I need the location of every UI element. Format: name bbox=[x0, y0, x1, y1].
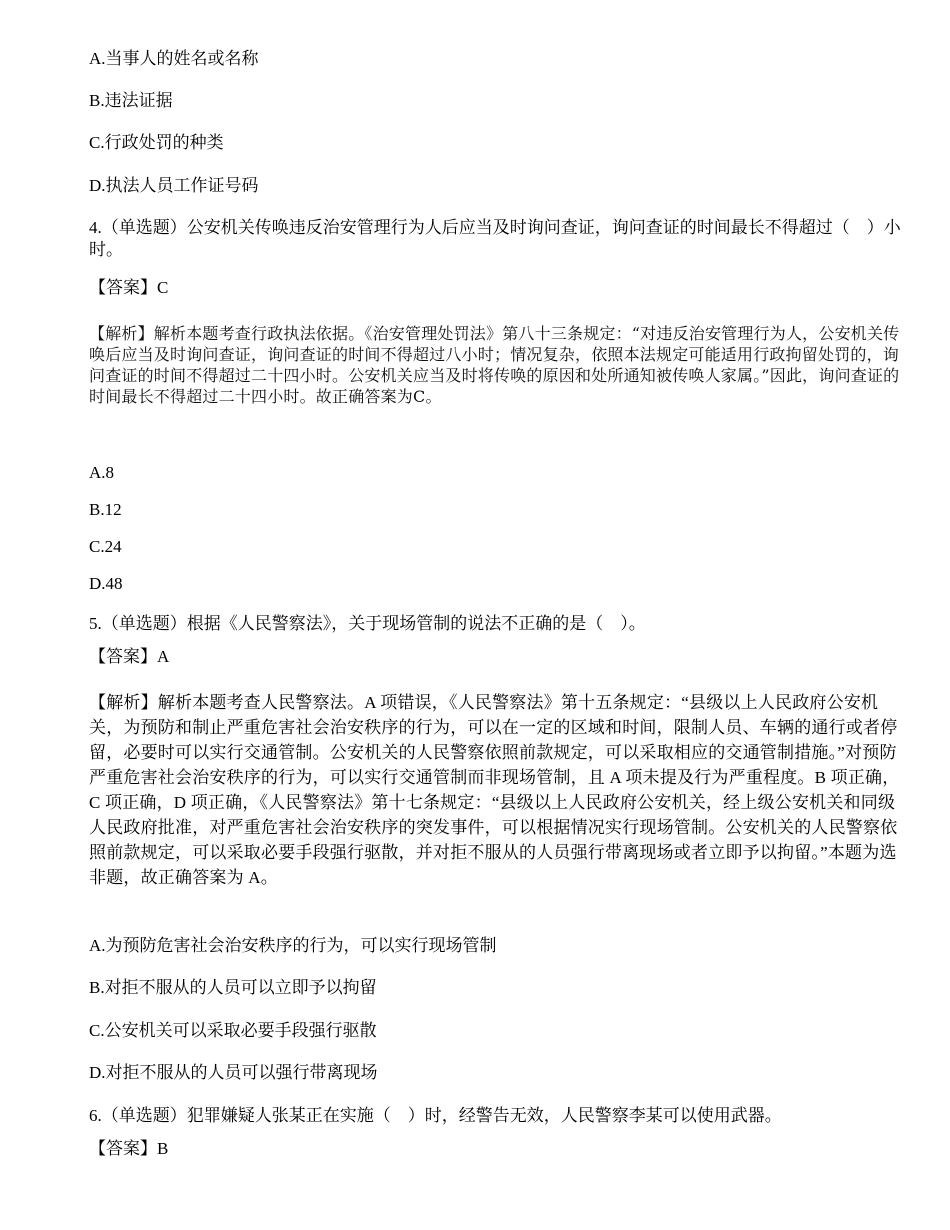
question-5-option-a: A.为预防危害社会治安秩序的行为，可以实行现场管制 bbox=[89, 936, 497, 955]
question-5-stem: 5.（单选题）根据《人民警察法》，关于现场管制的说法不正确的是（ ）。 bbox=[89, 614, 646, 633]
question-4-analysis: 【解析】解析本题考查行政执法依据。《治安管理处罚法》第八十三条规定：“对违反治安管理行为人，公安机关传唤后应当及时询问查证，询问查证的时间不得超过八小时；情况复杂，依照本法规定可能适用行政拘留处罚的，询问查证的时间不得超过二十四小时。公安机关应当及时将传唤的原因和处所通知被传唤人家属。”因此，询问查证的时间最长不得超过二十四小时。故正确答案为C。 bbox=[89, 324, 900, 406]
question-4-option-a: A.8 bbox=[89, 463, 115, 482]
question-4-option-b: B.12 bbox=[89, 500, 122, 519]
question-4-answer: 【答案】C bbox=[89, 278, 169, 297]
question-4-stem: 4.（单选题）公安机关传唤违反治安管理行为人后应当及时询问查证，询问查证的时间最长不得超过（ ）小时。 bbox=[89, 218, 901, 259]
prev-option-a: A.当事人的姓名或名称 bbox=[89, 49, 259, 68]
question-6-answer: 【答案】B bbox=[89, 1139, 169, 1158]
question-4-option-d: D.48 bbox=[89, 574, 123, 593]
prev-option-c: C.行政处罚的种类 bbox=[89, 133, 224, 152]
question-5-analysis: 【解析】解析本题考查人民警察法。A 项错误，《人民警察法》第十五条规定：“县级以上人民政府公安机关，为预防和制止严重危害社会治安秩序的行为，可以在一定的区域和时间，限制人员、车辆的通行或者停留，必要时可以实行交通管制。公安机关的人民警察依照前款规定，可以采取相应的交通管制措施。”对预防严重危害社会治安秩序的行为，可以实行交通管制而非现场管制，且 A 项未提及行为严重程度。B 项正确，C 项正确，D 项正确，《人民警察法》第十七条规定：“县级以上人民政府公安机关，经上级公安机关和同级人民政府批准，对严重危害社会治安秩序的突发事件，可以根据情况实行现场管制。公安机关的人民警察依照前款规定，可以采取必要手段强行驱散，并对拒不服从的人员强行带离现场或者立即予以拘留。”本题为选非题，故正确答案为 A。 bbox=[89, 693, 900, 887]
question-5-answer: 【答案】A bbox=[89, 647, 170, 666]
prev-option-d: D.执法人员工作证号码 bbox=[89, 176, 259, 195]
question-4-option-c: C.24 bbox=[89, 537, 122, 556]
question-5-option-b: B.对拒不服从的人员可以立即予以拘留 bbox=[89, 978, 377, 997]
question-5-option-c: C.公安机关可以采取必要手段强行驱散 bbox=[89, 1021, 377, 1040]
question-6-stem: 6.（单选题）犯罪嫌疑人张某正在实施（ ）时，经警告无效，人民警察李某可以使用武器。 bbox=[89, 1106, 782, 1125]
question-5-option-d: D.对拒不服从的人员可以强行带离现场 bbox=[89, 1063, 378, 1082]
prev-option-b: B.违法证据 bbox=[89, 91, 173, 110]
